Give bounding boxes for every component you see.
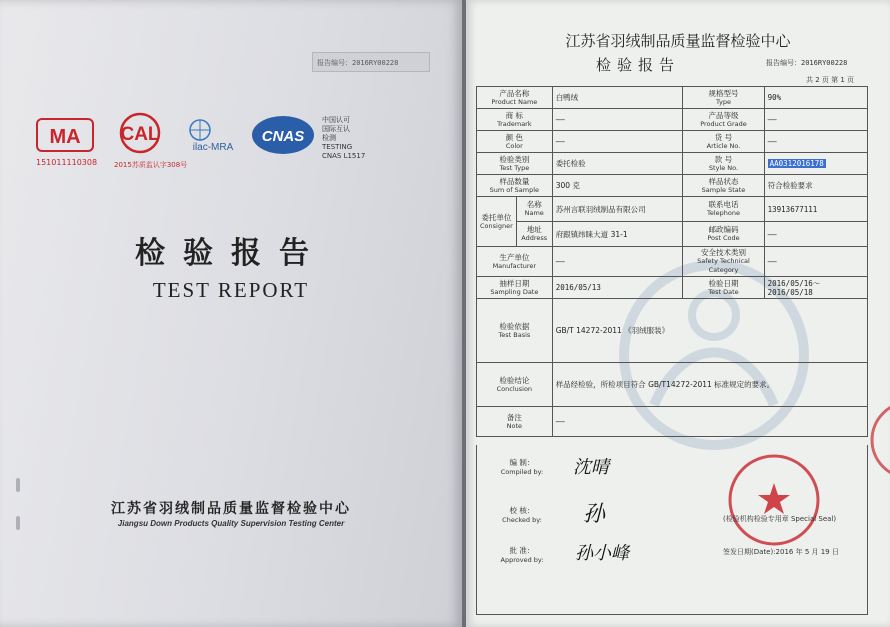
approved-by-label: 批 准： Approved by: [500, 546, 544, 564]
table-row: 抽样日期 Sampling Date 2016/05/13 检验日期 Test Date 2016/05/16～2016/05/18 [477, 277, 868, 299]
style-no-value: AA0312016178 [769, 159, 824, 168]
svg-text:CAL: CAL [120, 124, 160, 145]
seal-label: (检验机构检验专用章 Special Seal) [723, 515, 837, 523]
issue-date: 签发日期(Date):2016 年 5 月 19 日 [723, 548, 839, 556]
table-row: 备注 Note —— [477, 407, 868, 437]
cnas-logo [250, 114, 316, 156]
conclusion-value: 样品经检验，所检项目符合 GB/T14272-2011 标准规定的要求。 [552, 363, 867, 407]
checked-by-label: 校 核： Checked by: [502, 506, 542, 524]
svg-text:CNAS: CNAS [261, 128, 305, 145]
cover-organization-en: Jiangsu Down Products Quality Supervision Testing Center [117, 519, 345, 528]
report-title: 检验报告 [596, 56, 681, 74]
checked-by-signature: 孙 [583, 502, 606, 527]
trademark-value: —— [552, 109, 683, 131]
official-seal [727, 453, 821, 547]
report-number: 报告编号：2016RY00228 [766, 59, 848, 67]
table-row: 生产单位 Manufacturer —— 安全技术类别 Safety Technical Category —— [477, 247, 868, 277]
table-row: 样品数量 Sum of Sample 300 克 样品状态 Sample State 符合检验要求 [477, 175, 868, 197]
ilac-mra-logo [182, 118, 244, 156]
telephone-value: 13913677111 [764, 197, 867, 222]
compiled-by-label: 编 制： Compiled by: [500, 458, 544, 476]
report-organization: 江苏省羽绒制品质量监督检验中心 [565, 32, 791, 50]
consigner-name-value: 苏州言联羽绒制品有限公司 [552, 197, 683, 222]
svg-text:MA: MA [49, 126, 81, 148]
table-row: 地址 Address 府跟镇纬睐大道 31-1 邮政编码 Post Code —— [477, 222, 868, 247]
signature-area [476, 445, 868, 615]
test-type-value: 委托检验 [552, 153, 683, 175]
cal-number: 2015苏质监认字308号 [114, 161, 188, 169]
consigner-label: 委托单位 Consigner [477, 197, 517, 247]
product-name-value: 白鸭绒 [552, 87, 683, 109]
color-value: —— [552, 131, 683, 153]
table-row: 产品名称 Product Name 白鸭绒 规格型号 Type 90% [477, 87, 868, 109]
cover-title: 检验报告 [135, 236, 327, 271]
postcode-value: —— [764, 222, 867, 247]
svg-text:ilac-MRA: ilac-MRA [192, 142, 234, 153]
note-value: —— [552, 407, 867, 437]
page-indicator: 共 2 页 第 1 页 [806, 76, 855, 84]
table-row: 颜 色 Color —— 货 号 Article No. —— [477, 131, 868, 153]
sampling-date-value: 2016/05/13 [552, 277, 683, 299]
binding-hole [16, 516, 20, 530]
type-value: 90% [764, 87, 867, 109]
cover-report-number: 报告编号：2016RY00228 [312, 52, 430, 72]
test-basis-value: GB/T 14272-2011 《羽绒服装》 [552, 299, 867, 363]
approved-by-signature: 孙小峰 [575, 543, 629, 564]
cma-logo [36, 118, 94, 152]
table-row: 检验结论 Conclusion 样品经检验，所检项目符合 GB/T14272-2011 标准规定的要求。 [477, 363, 868, 407]
safety-category-value: —— [764, 247, 867, 277]
manufacturer-value: —— [552, 247, 683, 277]
page-edge-seal [870, 395, 890, 485]
product-grade-value: —— [764, 109, 867, 131]
cnas-accreditation-text: 中国认可 国际互认 检测 TESTING CNAS L1517 [322, 116, 366, 160]
consigner-address-value: 府跟镇纬睐大道 31-1 [552, 222, 683, 247]
binding-hole [16, 478, 20, 492]
report-info-table [476, 86, 868, 437]
cover-subtitle: TEST REPORT [152, 278, 310, 302]
table-row: 检验类别 Test Type 委托检验 款 号 Style No. AA0312016178 [477, 153, 868, 175]
table-row: 商 标 Trademark —— 产品等级 Product Grade —— [477, 109, 868, 131]
cover-organization-cn: 江苏省羽绒制品质量监督检验中心 [111, 501, 351, 517]
sample-sum-value: 300 克 [552, 175, 683, 197]
cma-number: 151011110308 [36, 158, 98, 167]
table-row: 委托单位 Consigner 名称 Name 苏州言联羽绒制品有限公司 联系电话 Telephone 13913677111 [477, 197, 868, 222]
cal-logo [110, 112, 170, 154]
test-date-value: 2016/05/16～2016/05/18 [764, 277, 867, 299]
test-report-page [466, 0, 890, 627]
table-row: 检验依据 Test Basis GB/T 14272-2011 《羽绒服装》 [477, 299, 868, 363]
article-no-value: —— [764, 131, 867, 153]
compiled-by-signature: 沈晴 [573, 457, 609, 478]
accreditation-logos [30, 112, 450, 182]
sample-state-value: 符合检验要求 [764, 175, 867, 197]
